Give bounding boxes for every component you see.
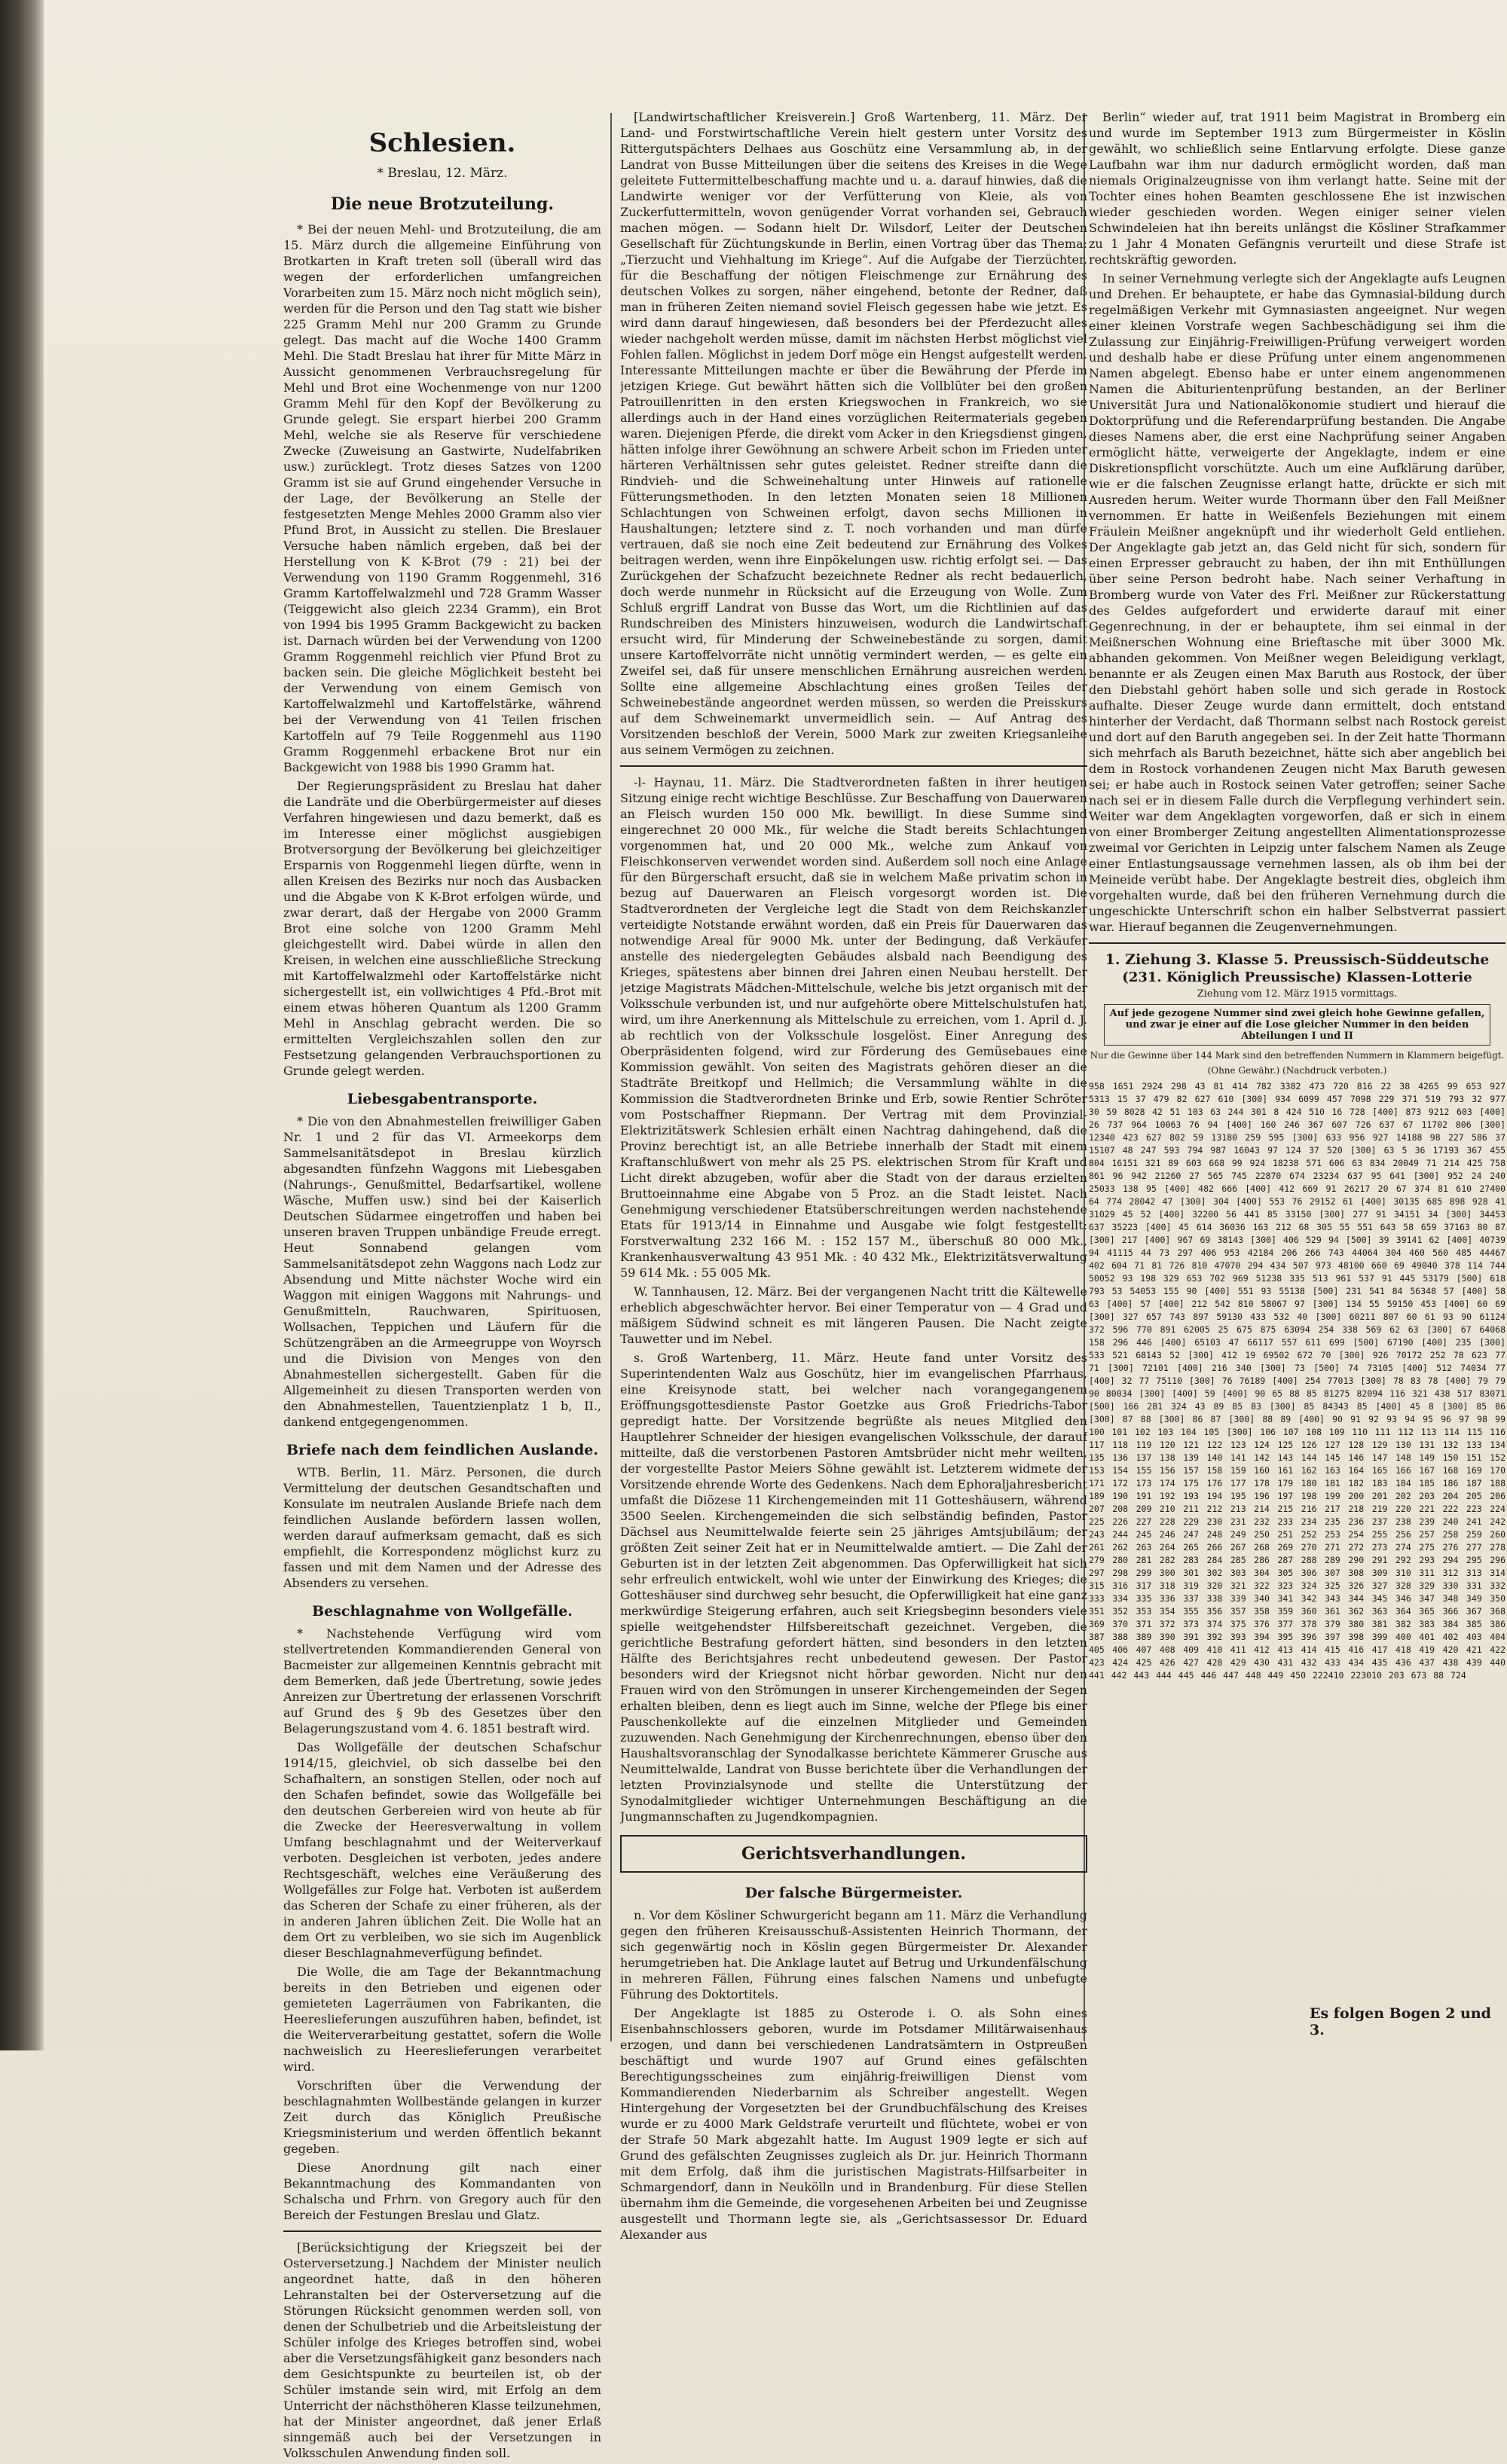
footer-note: Es folgen Bogen 2 und 3. xyxy=(1310,2005,1491,2038)
divider xyxy=(620,765,1087,767)
section-header-box xyxy=(620,1835,1087,1873)
column-rule xyxy=(610,113,612,2041)
article-paragraph: Das Wollgefälle der deutschen Schafschur 1914/15, gleichviel, ob sich dasselbe bei den Schafhaltern, an sonstigen Stellen, oder noch auf den Schafen befindet, sowie das Wollgefälle bei den deutschen Gerbereien wird von heute ab für die Zwecke der Heeresverwaltung in vollem Umfang beschlagnahmt und der Weiterverkauf verboten. Desgleichen ist verboten, jedes andere Rechtsgeschäft, welches eine Veräußerung des Wollgefälles zur Folge hat. Verboten ist außerdem das Scheren der Schafe zu einer früheren, als der in anderen Jahren üblichen Zeit. Die Wolle hat an dem Ort zu verbleiben, wo sie sich im Augenblick dieser Beschlagnahmeverfügung befindet. xyxy=(283,1740,601,1960)
article-paragraph: Vorschriften über die Verwendung der beschlagnahmten Wollbestände gelangen in kurzer Zeit durch das Königlich Preußische Kriegsministerium und werden öffentlich bekannt gegeben. xyxy=(283,2078,601,2156)
article-paragraph: * Bei der neuen Mehl- und Brotzuteilung, die am 15. März durch die allgemeine Einführung von Brotkarten in Kraft treten soll (überall wird das wegen der erforderlichen umfangreichen Vorarbeiten zum 15. März noch nicht möglich sein), werden für die Person und den Tag statt wie bisher 225 Gramm Mehl nur 200 Gramm zu Grunde gelegt. Das macht auf die Woche 1400 Gramm Mehl. Die Stadt Breslau hat ihrer für Mitte März in Aussicht genommenen Verbrauchsregelung für Mehl und Brot eine Wochenmenge von nur 1200 Gramm Mehl für den Kopf der Bevölkerung zu Grunde gelegt. Sie erspart hierbei 200 Gramm Mehl, welche sie als Reserve für verschiedene Zwecke (Zuweisung an Gastwirte, Nudelfabriken usw.) zurücklegt. Trotz dieses Satzes von 1200 Gramm ist sie auf Grund eingehender Versuche in der Lage, der Bevölkerung an Stelle der festgesetzten Menge Mehles 2000 Gramm also vier Pfund Brot, in Aussicht zu stellen. Die Breslauer Versuche haben nämlich ergeben, daß bei der Herstellung von K K-Brot (79 : 21) bei der Verwendung von 1190 Gramm Roggenmehl, 316 Gramm Kartoffelwalzmehl und 728 Gramm Wasser (Teiggewicht also gleich 2234 Gramm), ein Brot von 1994 bis 1995 Gramm Backgewicht zu backen ist. Darnach würden bei der Verwendung von 1200 Gramm Roggenmehl reichlich vier Pfund Brot zu backen sein. Die gleiche Möglichkeit besteht bei der Verwendung von einem Gemisch von Kartoffelwalzmehl und Kartoffelstärke, während bei der Verwendung von 41 Teilen frischen Kartoffeln auf 79 Teile Roggenmehl aus 1190 Gramm Roggenmehl erbackene Brot nur ein Backgewicht von 1988 bis 1990 Gramm hat. xyxy=(283,222,601,774)
lottery-info: (Ohne Gewähr.) (Nachdruck verboten.) xyxy=(1207,1065,1387,1076)
article-paragraph: Der Angeklagte ist 1885 zu Osterode i. O. als Sohn eines Eisenbahnschlossers geboren, wurde im Potsdamer Militärwaisenhaus erzogen, und dann bei verschiedenen Landratsämtern in Ostpreußen beschäftigt und wurde 1907 auf Grund eines gefälschten Berechtigungsscheines zum einjährig-freiwilligen Dienst vom Kommandierenden Niederbarnim als Schreiber angestellt. Wegen Hintergehung der Vorgesetzten bei der Grundbuchfälschung des Kreises wurde er zu 4000 Mark Geldstrafe verurteilt und flüchtete, wobei er von der Strafe 50 Mark abgezahlt hatte. Im August 1909 legte er sich auf Grund des gefälschten Zeugnisses zugleich als Dr. jur. Heinrich Thormann mit dem Erfolg, daß ihm die juristischen Magistrats-Hilfsarbeiter in Schmargendorf, dann in Neukölln und in Brandenburg. Für diese Stellen übernahm ihm die Gemeinde, die vorgesehenen Arbeiten bei und Zeugnisse ausgestellt und Thormann legte sie, als „Gerichtsassessor Dr. Eduard Alexander aus xyxy=(620,2006,1087,2242)
dateline: * Breslau, 12. März. xyxy=(377,166,508,181)
article-paragraph: Berlin“ wieder auf, trat 1911 beim Magistrat in Bromberg ein und wurde im September 1913 zum Bürgermeister in Köslin gewählt, wo schließlich seine Entlarvung erfolgte. Diese ganze Laufbahn war ihm nur dadurch ermöglicht worden, daß man niemals Originalzeugnisse von ihm verlangt hatte. Seine mit der Tochter eines hohen Beamten geschlossene Ehe ist inzwischen wieder geschieden worden. Wegen einiger seiner vielen Schwindeleien hat ihn bereits unlängst die Kösliner Strafkammer zu 1 Jahr 4 Monaten Gefängnis verurteilt und diese Strafe ist rechtskräftig geworden. xyxy=(1089,110,1505,267)
section-title: Schlesien. xyxy=(368,128,516,158)
lottery-subtitle: (231. Königlich Preussische) Klassen-Lotterie xyxy=(1122,969,1472,985)
article-title: Beschlagnahme von Wollgefälle. xyxy=(312,1603,573,1620)
column-right xyxy=(1089,109,1505,1682)
article-title: Die neue Brotzuteilung. xyxy=(330,194,555,214)
article-paragraph: Die Wolle, die am Tage der Bekanntmachung bereits in den Betrieben und eigenen oder gemieteten Lagerräumen von Fabrikanten, die Heereslieferungen auszuführen haben, befindet, ist die Weiterverarbeitung gestattet, sofern die Wolle nachweislich zu Heereslieferungen verarbeitet wird. xyxy=(283,1965,601,2074)
lottery-info: Nur die Gewinne über 144 Mark sind den betreffenden Nummern in Klammern beigefügt. xyxy=(1090,1050,1505,1061)
lottery-note: Auf jede gezogene Nummer sind zwei gleich hohe Gewinne gefallen, und zwar je einer auf die Lose gleicher Nummer in den beiden Abteilungen I und II xyxy=(1104,1004,1490,1046)
article-paragraph: [Berücksichtigung der Kriegszeit bei der Osterversetzung.] Nachdem der Minister neulich angeordnet hatte, daß in den höheren Lehranstalten bei der Osterversetzung auf die Störungen Rücksicht genommen werden soll, von denen der Schulbetrieb und die Arbeitsleistung der Schüler infolge des Krieges betroffen sind, wobei aber die Versetzungsfähigkeit ganz besonders nach dem Gesichtspunkte zu beurteilen ist, ob der Schüler imstande sein wird, mit Erfolg an dem Unterricht der nächsthöheren Klasse teilzunehmen, hat der Minister angeordnet, daß jener Erlaß sinngemäß auch bei der Versetzungen in Volksschulen Anwendung finden soll. xyxy=(283,2240,601,2460)
column-left xyxy=(283,105,601,2464)
article-paragraph: W. Tannhausen, 12. März. Bei der vergangenen Nacht tritt die Kältewelle erheblich abgeschwächter hervor. Bei einer Temperatur von — 4 Grad und mäßigem Südwind schneit es mit längeren Pausen. Die Nacht zeigte Tauwetter und im Nebel. xyxy=(620,1284,1087,1346)
article-title: Briefe nach dem feindlichen Auslande. xyxy=(286,1442,598,1458)
article-paragraph: In seiner Vernehmung verlegte sich der Angeklagte aufs Leugnen und Drehen. Er behauptete, er habe das Gymnasial-bildung durch regelmäßigen Verkehr mit Gymnasiasten angeeignet. Nur wegen einer kleinen Vorstrafe wegen Sachbeschädigung sei ihm die Zulassung zur Einjährig-Freiwilligen-Prüfung verweigert worden und deshalb habe er diese Prüfung unter einem angenommenen Namen abgelegt. Ebenso habe er unter einem angenommenen Namen die Abiturientenprüfung bestanden, an der Berliner Universität Jura und Nationalökonomie studiert und hierauf die Doktorprüfung und die Referendarprüfung bestanden. Die Angabe dieses Namens aber, die erst eine Nachprüfung seiner Angaben ermöglicht hätte, verweigerte der Angeklagte, indem er eine Diskretionspflicht vorschützte. Auch um eine Aufklärung darüber, wie er die falschen Zeugnisse erlangt hatte, drückte er sich mit Ausreden herum. Weiter wurde Thormann über den Fall Meißner vernommen. Er hatte in Weißenfels Beziehungen mit einem Fräulein Meißner angeknüpft und ihr wiederholt Geld entliehen. Der Angeklagte gab jetzt an, das Geld nicht für sich, sondern für einen Erpresser gebraucht zu haben, der ihn mit Enthüllungen über seine Person bedroht habe. Nach seiner Verhaftung in Bromberg wurde von Vater des Frl. Meißner zur Rückerstattung des Geldes aufgefordert und erwiderte darauf mit einer Gegenrechnung, in der er behauptete, ihm sei einmal in der Meißnerschen Wohnung eine Brieftasche mit über 3000 Mk. abhanden gekommen. Von Meißner wegen Beleidigung verklagt, benannte er als Zeugen einen Max Baruth aus Rostock, der über den Diebstahl gehört haben solle und sich gerade in Rostock aufhalte. Dieser Zeuge wurde dann ermittelt, doch entstand hinterher der Verdacht, daß Thormann selbst nach Rostock gereist und dort auf den Baruth angegeben sei. In der Zeit hatte Thormann sich mehrfach als Baruth bezeichnet, hätte sich aber angeblich bei dem in Rostock vorhandenen Zeugen nicht Max Baruth gewesen sei; er habe auch in Rostock seinen Vater getroffen; seiner Sache nach sei er in diesem Falle durch die Verpflegung verhindert sein. Weiter war dem Angeklagten vorgeworfen, daß er sich in einem von einer Bromberger Zeitung angestellten Alimentationsprozesse zweimal vor Gerichten in Leipzig unter falschem Namen als Zeuge einer Entlastungsaussage vernehmen lassen, als ob ihm bei der Meineide verübt habe. Der Angeklagte bestreit dies, obgleich ihm vorgehalten wurde, daß bei den früheren Vernehmung durch die ungeschickte Unterschrift schon ein halber Selbstverrat passiert war. Hierauf begannen die Zeugenvernehmungen. xyxy=(1089,271,1505,934)
article-paragraph: WTB. Berlin, 11. März. Personen, die durch Vermittelung der deutschen Gesandtschaften und Konsulate im neutralen Auslande Briefe nach dem feindlichen Auslande befördern lassen wollen, werden darauf aufmerksam gemacht, daß es sich empfiehlt, die Korrespondenz möglichst kurz zu fassen und mit dem Namen und der Adresse des Absenders zu versehen. xyxy=(283,1465,601,1590)
lottery-numbers: 958 1651 2924 298 43 81 414 782 3382 473 720 816 22 38 4265 99 653 927 5313 15 37 479 82 627 610 [300] 934 6099 457 7098 229 371 519 793 32 977 30 59 8028 42 51 103 63 244 301 8 424 510 16 728 [400] 873 9212 603 [400] 26 737 964 10063 76 94 [400] 160 246 367 607 726 637 67 11702 806 [300] 12340 423 627 802 59 13180 259 595 [300] 633 956 927 14188 98 227 586 37 15107 48 247 593 794 987 16043 97 124 37 520 [300] 63 5 36 17193 367 455 804 16151 321 89 603 668 99 924 18238 571 606 63 834 20049 71 214 425 758 861 96 942 21260 27 565 745 22870 674 23234 637 95 641 [300] 952 24 240 25033 138 95 [400] 482 666 [400] 412 669 91 26217 20 67 374 81 610 27400 64 774 28042 47 [300] 304 [400] 553 76 29152 61 [400] 30135 685 898 928 41 31029 45 52 [400] 32200 56 441 85 33150 [300] 277 91 34151 34 [300] 34453 637 35223 [400] 45 614 36036 163 212 68 305 55 551 643 58 659 37163 80 87 [300] 217 [400] 967 69 38143 [300] 406 529 94 [500] 39 39141 62 [400] 40739 94 41115 44 73 297 406 953 42184 206 266 743 44064 304 460 560 485 44467 402 604 71 81 726 810 47070 294 434 507 973 48100 660 69 49040 378 114 744 50052 93 198 329 653 702 969 51238 335 513 961 537 91 445 53179 [500] 618 793 53 54053 155 90 [400] 551 93 55138 [500] 231 541 84 56348 57 [400] 58 63 [400] 57 [400] 212 542 810 58067 97 [300] 134 55 59150 453 [400] 60 69 [300] 327 657 743 897 59130 433 532 40 [300] 60211 807 60 61 93 90 61124 372 596 770 891 62005 25 675 875 63094 254 338 569 62 63 [300] 67 64068 158 296 446 [400] 65103 47 66117 557 611 699 [500] 67190 [400] 235 [300] 533 521 68143 52 [300] 412 19 69502 672 70 [300] 926 70172 252 78 623 77 71 [300] 72101 [400] 216 340 [300] 73 [500] 74 73105 [400] 512 74034 77 [400] 32 77 75110 [300] 76 76189 [400] 254 77013 [300] 78 83 78 [400] 79 79 90 80034 [300] [400] 59 [400] 90 65 88 85 81275 82094 116 321 438 517 83071 [500] 166 281 324 43 89 85 83 [300] 85 84343 85 [400] 45 8 [300] 85 86 [300] 87 88 [300] 86 87 [300] 88 89 [400] 90 91 92 93 94 95 96 97 98 99 100 101 102 103 104 105 [300] 106 107 108 109 110 111 112 113 114 115 116 117 118 119 120 121 122 123 124 125 126 127 128 129 130 131 132 133 134 135 136 137 138 139 140 141 142 143 144 145 146 147 148 149 150 151 152 153 154 155 156 157 158 159 160 161 162 163 164 165 166 167 168 169 170 171 172 173 174 175 176 177 178 179 180 181 182 183 184 185 186 187 188 189 190 191 192 193 194 195 196 197 198 199 200 201 202 203 204 205 206 207 208 209 210 211 212 213 214 215 216 217 218 219 220 221 222 223 224 225 226 227 228 229 230 231 232 233 234 235 236 237 238 239 240 241 242 243 244 245 246 247 248 249 250 251 252 253 254 255 256 257 258 259 260 261 262 263 264 265 266 267 268 269 270 271 272 273 274 275 276 277 278 279 280 281 282 283 284 285 286 287 288 289 290 291 292 293 294 295 296 297 298 299 300 301 302 303 304 305 306 307 308 309 310 311 312 313 314 315 316 317 318 319 320 321 322 323 324 325 326 327 328 329 330 331 332 333 334 335 336 337 338 339 340 341 342 343 344 345 346 347 348 349 350 351 352 353 354 355 356 357 358 359 360 361 362 363 364 365 366 367 368 369 370 371 372 373 374 375 376 377 378 379 380 381 382 383 384 385 386 387 388 389 390 391 392 393 394 395 396 397 398 399 400 401 402 403 404 405 406 407 408 409 410 411 412 413 414 415 416 417 418 419 420 421 422 423 424 425 426 427 428 429 430 431 432 433 434 435 436 437 438 439 440 441 442 443 444 445 446 447 448 449 450 222410 223010 203 673 88 724 xyxy=(1089,1081,1505,1681)
divider xyxy=(1089,942,1505,944)
column-middle xyxy=(620,109,1087,2246)
article-paragraph: * Die von den Abnahmestellen freiwilliger Gaben Nr. 1 und 2 für das VI. Armeekorps dem Sammelsanitätsdepot in Breslau kürzlich abgesandten fünfzehn Waggons mit Liebesgaben (Nahrungs-, Genußmittel, Bedarfsartikel, wollene Wäsche, Muffen usw.) sind bei der Kaiserlich Deutschen Südarmee eingetroffen und haben bei unseren braven Truppen unbändige Freude erregt. Heut Sonnabend gelangen vom Sammelsanitätsdepot zehn Waggons nach Lodz zur Absendung und Mitte nächster Woche wird ein Waggon mit einigen Waggons mit Nahrungs- und Genußmitteln, Rauchwaren, Spirituosen, Wollsachen, Teppichen und Läufern für die Schützengräben an die Armeegruppe von Woyrsch und die Division von Menges von den Abnahmestellen sichergestellt. Gaben für die Allgemeinheit zu diesen Transporten werden von den Abnahmestellen, Tauentzienplatz 1 b, II., dankend entgegengenommen. xyxy=(283,1114,601,1429)
article-paragraph: * Nachstehende Verfügung wird vom stellvertretenden Kommandierenden General von Bacmeister zur allgemeinen Kenntnis gebracht mit dem Bemerken, daß jede Übertretung, sowie jedes Anreizen zur Übertretung der erlassenen Vorschrift auf Grund des § 9b des Gesetzes über den Belagerungszustand vom 4. 6. 1851 bestraft wird. xyxy=(283,1626,601,1736)
book-binding xyxy=(0,0,44,2050)
lottery-date: Ziehung vom 12. März 1915 vormittags. xyxy=(1197,988,1398,1000)
article-title: Der falsche Bürgermeister. xyxy=(744,1885,963,1901)
article-title: Liebesgabentransporte. xyxy=(347,1091,538,1107)
article-paragraph: s. Groß Wartenberg, 11. März. Heute fand unter Vorsitz des Superintendenten Walz aus Goschütz, hier im evangelischen Pfarrhaus, eine Kreisynode statt, bei welcher nach vorangegangenem Eröffnungsgottesdienste Pastor Goetzke aus Groß Friedrichs-Tabor gepredigt hatte. Der Vorsitzende begrüßte als neues Mitglied den Hauptlehrer Schneider der hiesigen evangelischen Volksschule, der darauf mitteilte, daß die verstorbenen Pastoren Amtsbrüder nicht mehr weilten, der vorgestellte Pastor Meiers Söhne gewählt ist. Letzterem widmete der Vorsitzende ehrende Worte des Gedenkens. Nach dem Ephoraljahresbericht umfaßt die Diözese 11 Kirchengemeinden mit 11 Gotteshäusern, während 3500 Seelen. Kirchengemeinden die sich selbständig befinden, Pastor Dächsel aus Neumittelwalde feierte sein 25 jähriges Amtsjubiläum; der größten Zeit seiner Zeit hat er in Neumittelwalde amtiert. — Die Zahl der Geburten ist in der letzten Zeit abgenommen. Das Opferwilligkeit hat sich sehr erfreulich entwickelt, wohl wie unter der Einwirkung des Krieges; die Gotteshäuser sind durchweg sehr besucht, die Opferwilligkeit hat eine ganz merkwürdige Steigerung erfahren, auch seit Kriegsbeginn besonders viele spielle weitgehendster Hilfsbereitschaft gezeichnet. Vergeben, die gerichtliche Bestrafung gefordert hätten, sind besonders in den letzten Hälfte des Berichtsjahres recht unbedeutend gewesen. Der Pastor besonders wird der Kriegsnot nicht hörbar geworden. Nicht nur den Frauen wird von den Strömungen in unserer Kirchengemeinden der Segen erhalten bleiben, denn es liegt auch im Sinne, welche der Pflege bis einer Pauschenkollekte auf die einzelnen Mitglieder und Gemeinden zuzuwenden. Nach Genehmigung der Kirchenrechnungen, ebenso über den Haushaltsvoranschlag der Synodalkasse berichtete Kämmerer Grusche aus Neumittelwalde, Landrat von Busse berichtete über die Verhandlungen der letzten Provinzialsynode und stellte die Unterstützung der Synodalmitglieder wichtiger Unternehmungen Beschäftigung an die Jungmannschaften zu Jugendkompagnien. xyxy=(620,1351,1087,1824)
article-paragraph: Diese Anordnung gilt nach einer Bekanntmachung des Kommandanten von Schalscha und Frhrn. von Gregory auch für den Bereich der Festungen Breslau und Glatz. xyxy=(283,2160,601,2222)
newspaper-page xyxy=(44,0,1507,2460)
article-paragraph: n. Vor dem Kösliner Schwurgericht begann am 11. März die Verhandlung gegen den früheren Kreisausschuß-Assistenten Heinrich Thormann, der sich gegenwärtig noch in Köslin gegen Bürgermeister Dr. Alexander herumgetrieben hat. Die Anklage lautet auf Betrug und Urkundenfälschung in mehreren Fällen, Führung eines falschen Namens und unbefugte Führung des Doktortitels. xyxy=(620,1908,1087,2001)
section-title: Gerichtsverhandlungen. xyxy=(741,1844,967,1864)
divider xyxy=(283,2230,601,2232)
lottery-title: 1. Ziehung 3. Klasse 5. Preussisch-Süddeutsche xyxy=(1105,951,1490,968)
article-paragraph: Der Regierungspräsident zu Breslau hat daher die Landräte und die Oberbürgermeister auf dieses Verfahren hingewiesen und dazu bemerkt, daß es im Interesse einer möglichst ausgiebigen Brotversorgung der Bevölkerung bei gleichzeitiger Ersparnis von Roggenmehl liegen dürfte, wenn in allen Kreisen des Bezirks nur noch das Ausbacken und die Abgabe von K K-Brot erfolgen würde, und zwar derart, daß der Hergabe von 2000 Gramm Brot eine solche von 1200 Gramm Mehl gleichgestellt wird. Dabei würde in allen den Kreisen, in welchen eine ausschließliche Streckung mit Kartoffelwalzmehl oder Kartoffelstärke nicht sichergestellt ist, ein vollwichtiges 4 Pfd.-Brot mit einem etwas höheren Quantum als 1200 Gramm Mehl in Anschlag gebracht werden. Die so ermittelten Vergleichszahlen sollen den zur Festsetzung gelangenden Verbrauchsportionen zu Grunde gelegt werden. xyxy=(283,779,601,1078)
article-paragraph: -l- Haynau, 11. März. Die Stadtverordneten faßten in ihrer heutigen Sitzung einige recht wichtige Beschlüsse. Zur Beschaffung von Dauerwaren an Fleisch wurden 150 000 Mk. bewilligt. In diese Summe sind eingerechnet 20 000 Mk., für welche die Stadt bereits Schlachtungen vorgenommen hat, und 20 000 Mk., welche zum Ankauf von Fleischkonserven verwendet worden sind. Außerdem soll noch eine Anlage für den Bürgerschaft ersucht, daß sie in welchem Maße privatim schon in bezug auf Dauerwaren an Fleisch vorgesorgt worden ist. Die Stadtverordneten der Vergleiche legt die Stadt von dem Reichskanzler verteidigte Notstande erwähnt worden, daß ein Preis für Dauerwaren das notwendige Areal für 9000 Mk. unter der Bedingung, daß Verkäufer anstelle des niedergelegten Gebäudes alsbald nach Beendigung des Krieges, spätestens aber binnen drei Jahren einen Neubau herstellt. Der jetzige Magistrats Mädchen-Mittelschule, welche bis jetzt organisch mit der Volksschule verbunden ist, und nur aufgehörte obere Mittelschulstufen hat, wird, um ihre Anerkennung als Mittelschule zu erreichen, vom 1. April d. J. ab rechtlich von der Volksschule losgelöst. Einer Anregung des Oberpräsidenten folgend, wird zur Förderung des Gemüsebaues eine Kommission gewählt. Von seiten des Magistrats gehören dieser an die Stadträte Breitkopf und Hellmich; die Versammlung wählte in die Kommission die Stadtverordneten Brinke und Erb, sowie Rentier Schröter vom Postschaffner Riepmann. Der Vertrag mit dem Provinzial-Elektrizitätswerk Schlesien erhält einen Nachtrag dahingehend, daß die Provinz berechtigt ist, an alle Betriebe innerhalb der Stadt mit einem Kraftanschlußwert von mehr als 25 PS. elektrischen Strom für Kraft und Licht direkt abzugeben, wofür aber die Stadt von der daraus erzielten Bruttoeinnahme eine Abgabe von 5 Proz. an die Stadt leistet. Nach Genehmigung verschiedener Etatsüberschreitungen werden nachstehende Etats für 1913/14 in Einnahme und Ausgabe wie folgt festgestellt: Forstverwaltung 232 166 M. : 152 157 M., überschuß 80 000 Mk., Krankenhausverwaltung 43 951 Mk. : 40 432 Mk., Elektrizitätsverwaltung 59 614 Mk. : 55 005 Mk. xyxy=(620,775,1087,1280)
article-paragraph: [Landwirtschaftlicher Kreisverein.] Groß Wartenberg, 11. März. Der Land- und Forstwirtschaftliche Verein hielt gestern unter Vorsitz des Rittergutspächters Delhaes aus Goschütz eine Versammlung ab, in der Landrat von Busse Mitteilungen über die seitens des Kreises in die Wege geleitete Futtermittelbeschaffung machte und u. a. darauf hinwies, daß die Landwirte weniger vor der Verfütterung von Kleie, als von Zuckerfuttermitteln, wovon genügender Vorrat vorhanden sei, Gebrauch machen mögen. — Sodann hielt Dr. Wilsdorf, Leiter der Deutschen Gesellschaft für Züchtungskunde in Berlin, einen Vortrag über das Thema: „Tierzucht und Viehhaltung im Kriege“. Auf die Aufgabe der Tierzüchter, für die Beschaffung der nötigen Fleischmenge zur Ernährung des deutschen Volkes zu sorgen, näher eingehend, betonte der Redner, daß man in früheren Zeiten niemand soviel Fleisch gegessen habe wie jetzt. Es wird dann darauf hingewiesen, daß besonders bei der Pferdezucht alles wieder nachgeholt werden müsse, damit im nächsten Herbst möglichst viel Fohlen fallen. Möglichst in jedem Dorf möge ein Hengst aufgestellt werden. Interessante Mitteilungen machte er über die Bewährung der Pferde im jetzigen Kriege. Gut bewährt hätten sich die Vollblüter bei den großen Patrouillenritten in den ersten Kriegswochen in Frankreich, wo sie allerdings auch in der Hand eines vorzüglichen Reitermaterials gegeben waren. Diejenigen Pferde, die direkt vom Acker in den Kriegsdienst gingen, hätten infolge ihrer Gewöhnung an schwere Arbeit schon im Frieden unter härteren Verhältnissen sehr gutes geleistet. Redner streifte dann die Rindvieh- und die Schweinehaltung unter Hinweis auf rationelle Fütterungsmethoden. In den letzten Monaten seien 18 Millionen Schlachtungen von Schweinen erfolgt, davon sechs Millionen in Haushaltungen; letztere sind z. T. noch vorhanden und man dürfe vertrauen, daß sie noch eine Zeit bedeutend zur Ernährung des Volkes beitragen werden, wenn ihre Einpökelungen usw. richtig erfolgt sei. — Das Zurückgehen der Schafzucht bezeichnete Redner als recht bedauerlich, doch werde nunmehr in Rücksicht auf die Erzeugung von Wolle. Zum Schluß ergriff Landrat von Busse das Wort, um die Richtlinien auf das Rundschreiben des Ministers hinzuweisen, wodurch die Landwirtschaft ersucht wird, für Minderung der Schweinebestände zu sorgen, damit unsere Kartoffelvorräte nicht unnötig vermindert werden, — es gelte ein Zweifel sei, daß für unsere menschlichen Ernährung ausreichen werden. Sollte eine allgemeine Abschlachtung eines großen Teiles der Schweinebestände angeordnet werden müssen, so werden die Preisskurs auf dem Schweinemarkt unvermeidlich sein. — Auf Antrag des Vorsitzenden beschloß der Verein, 5000 Mark zur zweiten Kriegsanleihe aus seinem Vermögen zu zeichnen. xyxy=(620,110,1087,757)
